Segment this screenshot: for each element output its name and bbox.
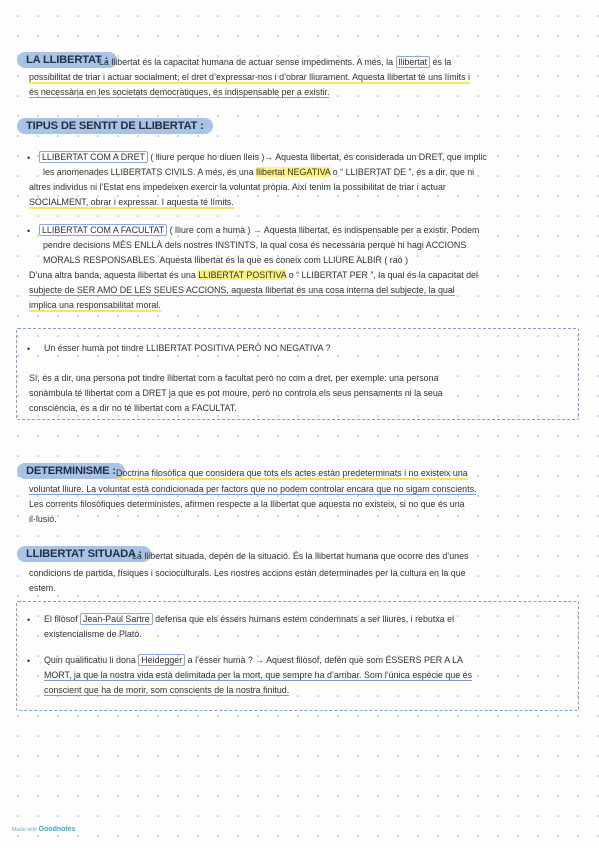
bullet-dret-line2: [43, 165, 588, 179]
question-text: Un ésser humà pot tindre LLIBERTAT POSITIVA PERÒ NO NEGATIVA ?: [44, 343, 331, 353]
bullet-dot: •: [27, 615, 31, 625]
text: SOCIALMENT, obrar i expressar. I aquesta té límits.: [29, 197, 234, 207]
watermark-small: Made with: [12, 827, 38, 833]
highlight: LLIBERTAT POSITIVA: [198, 270, 287, 280]
paragraph-la-llibertat: [99, 55, 579, 69]
bullet-facultat-line6: [29, 298, 589, 312]
heidegger-line3: [44, 683, 574, 697]
bullet-dot: •: [27, 153, 31, 163]
text: és necessària en les societats democràtiques, és indispensable per a existir.: [29, 87, 330, 97]
situada-line1: La llibertat situada, depén de la situació. És la llibertat humana que ocorre des d’unes: [132, 551, 469, 561]
text: possibilitat de triar i actuar socialment, el dret d’expressar-nos i d’obrar lliurament. Aquesta llibertat té uns límits i: [29, 72, 470, 82]
text: D’una altra banda, aquesta llibertat és una: [29, 270, 196, 280]
paragraph-line: [29, 85, 589, 99]
text: les anomenades LLIBERTATS CIVILS. A més, és una: [43, 167, 254, 177]
bullet-dret-line4: [29, 195, 589, 209]
text: és la: [432, 57, 452, 67]
determinisme-line3: Les corrents filosòfiques deterministes, afirmen respecte a la llibertat que aquesta no existeix, si no que és una: [29, 499, 465, 509]
bullet-facultat-line3: [43, 253, 588, 267]
situada-line3: estem.: [29, 583, 56, 593]
heidegger-line2: [44, 668, 574, 682]
situada-line2: condicions de partida, físiques i socioculturals. Les nostres accions estàn determinades per la cultura en la que: [29, 568, 466, 578]
text: a l’ésser humà ? → Aquest filòsof, defén què som ÉSSERS PER A LA: [187, 655, 463, 665]
text: La llibertat és la capacitat humana de actuar sense impediments. A més, la: [99, 57, 394, 67]
text: MORT, ja que la nostra vida està delimitada per la mort, que sempre ha d’arribar. Som l’única espècie que és: [44, 670, 473, 680]
boxed-word: llibertat: [396, 56, 431, 68]
determinisme-line4: il·lusió.: [29, 514, 57, 524]
highlight: llibertat NEGATIVA: [256, 167, 331, 177]
text: subjecte de SER AMO DE LES SEUES ACCIONS, aquesta llibertat és una cosa interna del subjecte, la qual: [29, 285, 455, 295]
answer-line3: consciència, és a dir no té llibertat com a FACULTAT.: [29, 403, 237, 413]
text: pendre decisions MÉS ENLLÀ dels nostres INSTINTS, la qual cosa és necessària perquè hi hagi ACCIONS: [43, 240, 467, 250]
bullet-facultat-line2: [43, 238, 588, 252]
text: o “ LLIBERTAT DE ”, és a dir, que ni: [332, 167, 475, 177]
text: Quin qualificatiu li dona: [44, 655, 136, 665]
text: conscient que ha de morir, som conscients de la nostra finitud.: [44, 685, 290, 695]
heading-determinisme: DETERMINISME :: [17, 463, 125, 479]
answer-line1: Sí, és a dir, una persona pot tindre llibertat com a facultat però no com a dret, per exemple: una persona: [29, 373, 439, 383]
bullet-facultat-line4: [29, 268, 589, 282]
heading-tipus-sentit: TIPUS DE SENTIT DE LLIBERTAT :: [17, 118, 213, 134]
bullet-dot: •: [27, 344, 31, 354]
text: o “ LLIBERTAT PER ”, la qual és la capacitat del: [288, 270, 478, 280]
text: ( lliure com a humà ) → Aquesta llibertat, és indispensable per a existir. Podem: [169, 225, 480, 235]
bullet-dot: •: [27, 656, 31, 666]
bullet-dot: •: [27, 226, 31, 236]
heading-llibertat-situada: LLIBERTAT SITUADA :: [17, 546, 151, 562]
bullet-facultat-line1: [39, 223, 584, 237]
boxed-name: Heidegger: [138, 654, 185, 666]
boxed-term: LLIBERTAT COM A FACULTAT: [39, 224, 167, 236]
sartre-line2: existencialisme de Plató.: [44, 629, 142, 639]
text: El filòsof: [44, 614, 78, 624]
sartre-line1: [44, 612, 574, 626]
text: Doctrina filosòfica que considera que tots els actes estàn predeterminats i no existeix una: [116, 468, 468, 478]
goodnotes-watermark: [12, 826, 76, 833]
determinisme-line2: [29, 482, 589, 496]
heidegger-line1: [44, 653, 574, 667]
text: altres individus ni l’Estat ens impedeixen exercir la voluntat pròpia. Així tenim la possibilitat de triar i actuar: [29, 182, 446, 192]
text: ( lliure perque ho diuen lleis )→ Aquesta llibertat, és considerada un DRET, que implic: [150, 152, 487, 162]
bullet-dret-line3: [29, 180, 589, 194]
paragraph-line: [29, 70, 589, 84]
bullet-facultat-line5: [29, 283, 589, 297]
heading-la-llibertat: LA LLIBERTAT :: [17, 52, 117, 68]
bullet-dret-line1: [39, 150, 584, 164]
boxed-name: Jean-Paul Sartre: [80, 613, 153, 625]
answer-line2: sonàmbula té llibertat com a DRET ja que es pot moure, però no controla els seus pensaments ni la seua: [29, 388, 443, 398]
text: defensa que els éssers humans estem condemnats a ser lliures, i rebutxa el: [155, 614, 455, 624]
text: voluntat lliure. La voluntat està condicionada per factors que no podem controlar encara que no sigam conscients.: [29, 484, 477, 494]
text: MORALS RESPONSABLES. Aquesta llibertat és la que es coneix com LLIURE ALBIR ( raó ): [43, 255, 409, 265]
boxed-term: LLIBERTAT COM A DRET: [39, 151, 148, 163]
determinisme-line1: [116, 466, 586, 480]
watermark-brand: Goodnotes: [38, 826, 76, 833]
text: implica una responsabilitat moral.: [29, 300, 161, 310]
